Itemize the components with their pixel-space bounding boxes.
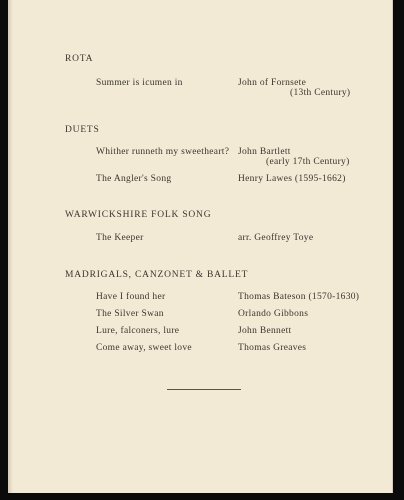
piece-title: Lure, falconers, lure	[96, 326, 180, 336]
section-heading-madrigals: MADRIGALS, CANZONET & BALLET	[65, 270, 249, 280]
end-rule-divider	[167, 389, 241, 390]
section-heading-duets: DUETS	[65, 125, 100, 135]
program-page	[8, 0, 393, 493]
piece-composer: Thomas Greaves	[238, 343, 307, 353]
piece-title: Come away, sweet love	[96, 343, 192, 353]
section-heading-rota: ROTA	[65, 54, 94, 64]
piece-composer: John of Fornsete	[238, 78, 307, 88]
piece-composer: arr. Geoffrey Toye	[238, 233, 314, 243]
piece-composer: John Bartlett	[238, 147, 291, 157]
binding-shadow	[8, 0, 13, 493]
piece-title: The Angler's Song	[96, 174, 172, 184]
piece-composer: Orlando Gibbons	[238, 309, 309, 319]
piece-title: The Keeper	[96, 233, 144, 243]
piece-composer: John Bennett	[238, 326, 292, 336]
piece-composer: Thomas Bateson (1570-1630)	[238, 292, 360, 302]
piece-title: Have I found her	[96, 292, 166, 302]
piece-composer: Henry Lawes (1595-1662)	[238, 174, 346, 184]
piece-title: The Silver Swan	[96, 309, 164, 319]
composer-note: (early 17th Century)	[266, 157, 350, 167]
piece-title: Whither runneth my sweetheart?	[96, 147, 230, 157]
piece-title: Summer is icumen in	[96, 78, 183, 88]
composer-note: (13th Century)	[290, 88, 351, 98]
section-heading-folk-song: WARWICKSHIRE FOLK SONG	[65, 210, 212, 220]
